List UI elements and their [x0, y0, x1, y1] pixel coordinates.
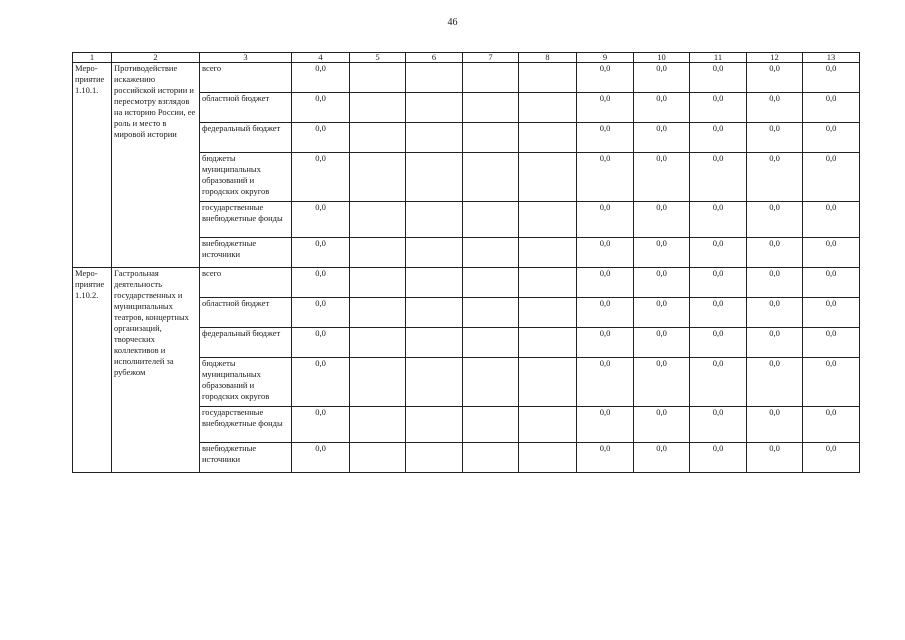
value-cell-c9: 0,0	[577, 407, 634, 443]
value-cell-c11: 0,0	[690, 153, 747, 202]
value-cell-c10: 0,0	[634, 443, 690, 473]
empty-cell	[350, 298, 406, 328]
activity-name: Гастрольная деятельность государственных и муниципальных театров, концертных организаций, творческих коллективов и исполнителей за рубежом	[112, 268, 200, 473]
value-cell-c11: 0,0	[690, 268, 747, 298]
column-header: 9	[577, 53, 634, 63]
value-cell-c9: 0,0	[577, 238, 634, 268]
activity-code: Меро-приятие 1.10.1.	[73, 63, 112, 268]
value-cell-c11: 0,0	[690, 238, 747, 268]
value-cell-c4: 0,0	[292, 202, 350, 238]
column-header: 5	[350, 53, 406, 63]
value-cell-c11: 0,0	[690, 202, 747, 238]
funding-source: областной бюджет	[200, 298, 292, 328]
value-cell-c4: 0,0	[292, 358, 350, 407]
value-cell-c12: 0,0	[747, 63, 803, 93]
empty-cell	[350, 238, 406, 268]
page-number: 46	[447, 17, 458, 28]
empty-cell	[519, 407, 577, 443]
value-cell-c10: 0,0	[634, 123, 690, 153]
funding-source: бюджеты муниципальных образований и городских округов	[200, 358, 292, 407]
value-cell-c13: 0,0	[803, 63, 860, 93]
empty-cell	[350, 407, 406, 443]
funding-source: федеральный бюджет	[200, 328, 292, 358]
value-cell-c10: 0,0	[634, 268, 690, 298]
column-header: 1	[73, 53, 112, 63]
value-cell-c13: 0,0	[803, 123, 860, 153]
column-header: 10	[634, 53, 690, 63]
empty-cell	[406, 93, 463, 123]
funding-source: государственные внебюджетные фонды	[200, 407, 292, 443]
funding-source: государственные внебюджетные фонды	[200, 202, 292, 238]
table-row	[73, 268, 860, 298]
value-cell-c9: 0,0	[577, 202, 634, 238]
value-cell-c12: 0,0	[747, 202, 803, 238]
empty-cell	[519, 238, 577, 268]
column-header: 8	[519, 53, 577, 63]
value-cell-c13: 0,0	[803, 298, 860, 328]
value-cell-c10: 0,0	[634, 407, 690, 443]
empty-cell	[519, 153, 577, 202]
budget-table	[72, 52, 860, 473]
column-header: 12	[747, 53, 803, 63]
empty-cell	[463, 93, 519, 123]
value-cell-c4: 0,0	[292, 328, 350, 358]
value-cell-c4: 0,0	[292, 63, 350, 93]
empty-cell	[463, 407, 519, 443]
value-cell-c11: 0,0	[690, 443, 747, 473]
value-cell-c10: 0,0	[634, 238, 690, 268]
value-cell-c4: 0,0	[292, 443, 350, 473]
value-cell-c10: 0,0	[634, 93, 690, 123]
empty-cell	[406, 298, 463, 328]
value-cell-c13: 0,0	[803, 93, 860, 123]
value-cell-c13: 0,0	[803, 202, 860, 238]
value-cell-c13: 0,0	[803, 153, 860, 202]
value-cell-c13: 0,0	[803, 328, 860, 358]
empty-cell	[463, 328, 519, 358]
value-cell-c12: 0,0	[747, 123, 803, 153]
empty-cell	[463, 63, 519, 93]
value-cell-c11: 0,0	[690, 123, 747, 153]
empty-cell	[519, 298, 577, 328]
value-cell-c13: 0,0	[803, 407, 860, 443]
empty-cell	[463, 358, 519, 407]
value-cell-c9: 0,0	[577, 93, 634, 123]
empty-cell	[519, 328, 577, 358]
empty-cell	[406, 443, 463, 473]
empty-cell	[463, 443, 519, 473]
empty-cell	[406, 358, 463, 407]
value-cell-c10: 0,0	[634, 63, 690, 93]
value-cell-c13: 0,0	[803, 443, 860, 473]
value-cell-c12: 0,0	[747, 268, 803, 298]
value-cell-c10: 0,0	[634, 298, 690, 328]
empty-cell	[463, 123, 519, 153]
value-cell-c9: 0,0	[577, 268, 634, 298]
value-cell-c11: 0,0	[690, 358, 747, 407]
funding-source: федеральный бюджет	[200, 123, 292, 153]
funding-source: внебюджетные источники	[200, 238, 292, 268]
empty-cell	[519, 93, 577, 123]
funding-source: всего	[200, 268, 292, 298]
value-cell-c12: 0,0	[747, 153, 803, 202]
value-cell-c10: 0,0	[634, 202, 690, 238]
value-cell-c9: 0,0	[577, 358, 634, 407]
value-cell-c4: 0,0	[292, 238, 350, 268]
value-cell-c13: 0,0	[803, 358, 860, 407]
empty-cell	[519, 268, 577, 298]
column-header: 7	[463, 53, 519, 63]
value-cell-c12: 0,0	[747, 443, 803, 473]
value-cell-c11: 0,0	[690, 298, 747, 328]
empty-cell	[350, 443, 406, 473]
value-cell-c9: 0,0	[577, 63, 634, 93]
value-cell-c12: 0,0	[747, 298, 803, 328]
value-cell-c10: 0,0	[634, 153, 690, 202]
empty-cell	[350, 328, 406, 358]
value-cell-c9: 0,0	[577, 328, 634, 358]
column-header: 11	[690, 53, 747, 63]
value-cell-c10: 0,0	[634, 358, 690, 407]
empty-cell	[519, 202, 577, 238]
empty-cell	[350, 268, 406, 298]
value-cell-c4: 0,0	[292, 153, 350, 202]
funding-source: внебюджетные источники	[200, 443, 292, 473]
value-cell-c11: 0,0	[690, 328, 747, 358]
header-row	[73, 53, 860, 63]
empty-cell	[519, 123, 577, 153]
value-cell-c4: 0,0	[292, 268, 350, 298]
funding-source: бюджеты муниципальных образований и городских округов	[200, 153, 292, 202]
value-cell-c9: 0,0	[577, 443, 634, 473]
empty-cell	[350, 93, 406, 123]
value-cell-c4: 0,0	[292, 93, 350, 123]
value-cell-c11: 0,0	[690, 93, 747, 123]
empty-cell	[406, 123, 463, 153]
empty-cell	[406, 63, 463, 93]
value-cell-c9: 0,0	[577, 153, 634, 202]
empty-cell	[519, 358, 577, 407]
empty-cell	[350, 63, 406, 93]
empty-cell	[406, 407, 463, 443]
column-header: 6	[406, 53, 463, 63]
empty-cell	[350, 123, 406, 153]
funding-source: всего	[200, 63, 292, 93]
empty-cell	[463, 238, 519, 268]
empty-cell	[406, 202, 463, 238]
value-cell-c12: 0,0	[747, 238, 803, 268]
activity-name: Противодействие искажению российской истории и пересмотру взглядов на историю России, ее роль и место в мировой истории	[112, 63, 200, 268]
value-cell-c10: 0,0	[634, 328, 690, 358]
value-cell-c4: 0,0	[292, 123, 350, 153]
value-cell-c4: 0,0	[292, 298, 350, 328]
value-cell-c11: 0,0	[690, 407, 747, 443]
empty-cell	[406, 268, 463, 298]
activity-code: Меро-приятие 1.10.2.	[73, 268, 112, 473]
value-cell-c4: 0,0	[292, 407, 350, 443]
empty-cell	[519, 63, 577, 93]
empty-cell	[406, 238, 463, 268]
empty-cell	[463, 202, 519, 238]
empty-cell	[463, 153, 519, 202]
empty-cell	[463, 268, 519, 298]
funding-source: областной бюджет	[200, 93, 292, 123]
empty-cell	[463, 298, 519, 328]
value-cell-c13: 0,0	[803, 268, 860, 298]
empty-cell	[519, 443, 577, 473]
value-cell-c12: 0,0	[747, 93, 803, 123]
column-header: 3	[200, 53, 292, 63]
table-row	[73, 63, 860, 93]
empty-cell	[350, 202, 406, 238]
value-cell-c9: 0,0	[577, 298, 634, 328]
value-cell-c12: 0,0	[747, 358, 803, 407]
value-cell-c9: 0,0	[577, 123, 634, 153]
empty-cell	[350, 153, 406, 202]
value-cell-c11: 0,0	[690, 63, 747, 93]
column-header: 4	[292, 53, 350, 63]
empty-cell	[406, 153, 463, 202]
value-cell-c12: 0,0	[747, 407, 803, 443]
empty-cell	[406, 328, 463, 358]
column-header: 2	[112, 53, 200, 63]
empty-cell	[350, 358, 406, 407]
value-cell-c12: 0,0	[747, 328, 803, 358]
value-cell-c13: 0,0	[803, 238, 860, 268]
column-header: 13	[803, 53, 860, 63]
